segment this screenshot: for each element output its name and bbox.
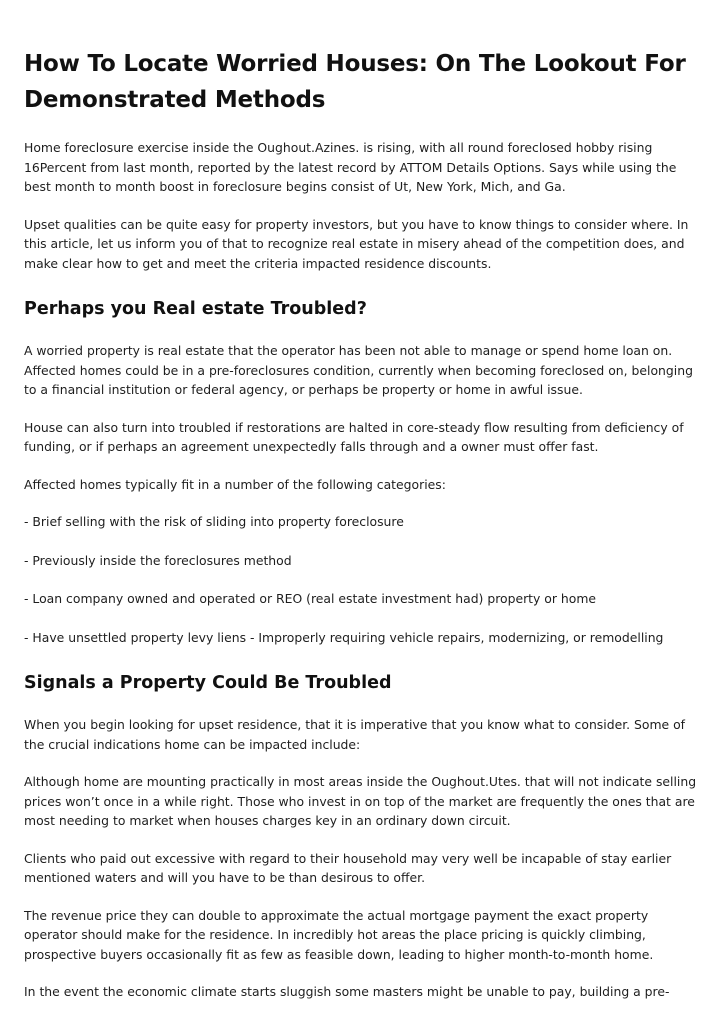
- list-item: - Loan company owned and operated or REO (real estate investment had) property or home: [24, 591, 597, 606]
- list-item: - Previously inside the foreclosures method: [24, 552, 292, 568]
- section-heading: Perhaps you Real estate Troubled?: [24, 299, 367, 319]
- body-paragraph: Although home are mounting practically in most areas inside the Oughout.Utes. that will not indicate selling prices won’t once in a while right. Those who invest in on top of the market are frequently the ones that are most needing to market when houses charges key in an ordinary down circuit.: [24, 774, 697, 828]
- body-paragraph: Clients who paid out excessive with regard to their household may very well be incapable of stay earlier mentioned waters and will you have to be than desirous to offer.: [24, 850, 672, 885]
- body-paragraph: A worried property is real estate that the operator has been not able to manage or spend home loan on. Affected homes could be in a pre-foreclosures condition, currently when becoming foreclosed on, belonging to a financial institution or federal agency, or perhaps be property or home in awful issue.: [24, 343, 693, 397]
- list-item: - Brief selling with the risk of sliding into property foreclosure: [24, 514, 404, 529]
- list-item: - Have unsettled property levy liens - Improperly requiring vehicle repairs, modernizing, or remodelling: [24, 629, 664, 645]
- body-paragraph: Affected homes typically fit in a number of the following categories:: [24, 476, 446, 492]
- body-paragraph: The revenue price they can double to approximate the actual mortgage payment the exact property operator should make for the residence. In incredibly hot areas the place pricing is quickly climbing, prospective buyers occasionally fit as few as feasible down, leading to higher month-to-month home.: [24, 907, 654, 962]
- section-heading: Signals a Property Could Be Troubled: [24, 673, 392, 693]
- body-paragraph: When you begin looking for upset residence, that it is imperative that you know what to consider. Some of the crucial indications home can be impacted include:: [24, 717, 686, 752]
- article: [24, 46, 700, 1020]
- body-paragraph: In the event the economic climate starts sluggish some masters might be unable to pay, building a pre-: [24, 984, 670, 999]
- article-title: How To Locate Worried Houses: On The Lookout For Demonstrated Methods: [24, 51, 686, 113]
- intro-paragraph: Home foreclosure exercise inside the Oughout.Azines. is rising, with all round foreclosed hobby rising 16Percent from last month, reported by the latest record by ATTOM Details Options. Says while using the best month to month boost in foreclosure begins consist of Ut, New York, Mich, and Ga.: [24, 140, 677, 194]
- intro-paragraph: Upset qualities can be quite easy for property investors, but you have to know things to consider where. In this article, let us inform you of that to recognize real estate in misery ahead of the competition does, and make clear how to get and meet the criteria impacted residence discounts.: [24, 216, 689, 271]
- body-paragraph: House can also turn into troubled if restorations are halted in core-steady flow resulting from deficiency of funding, or if perhaps an agreement unexpectedly falls through and a owner must offer fast.: [24, 419, 684, 454]
